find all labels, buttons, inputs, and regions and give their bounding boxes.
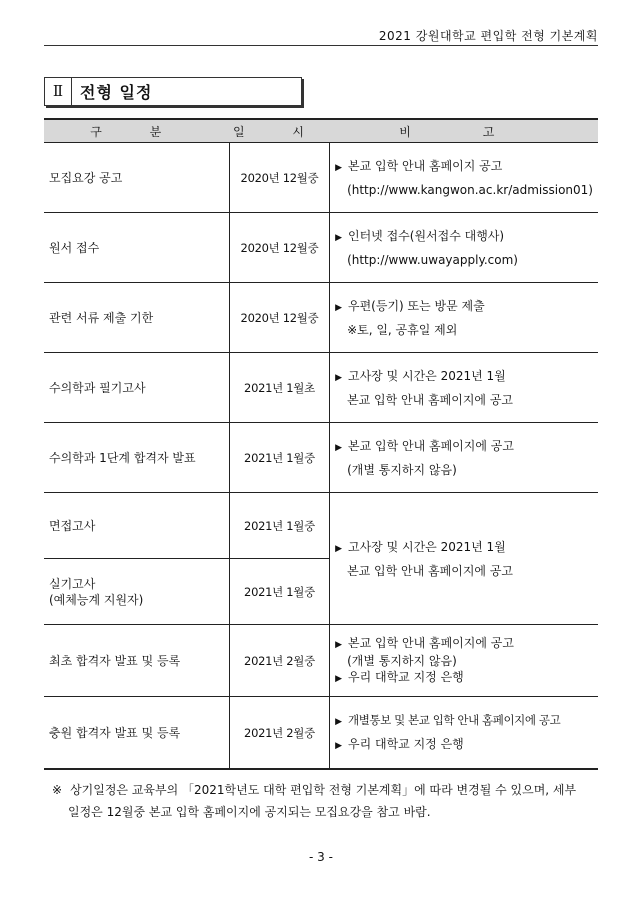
date-cell: 2021년 1월중 <box>229 493 329 559</box>
column-header-remarks: 비 고 <box>330 119 598 143</box>
stage-label: 수의학과 1단계 합격자 발표 <box>49 450 196 465</box>
date-cell: 2021년 2월중 <box>229 697 329 770</box>
table-row <box>44 697 598 770</box>
triangle-right-icon: ▶ <box>335 372 342 383</box>
section-heading <box>44 77 302 106</box>
table-row <box>44 423 598 493</box>
triangle-right-icon: ▶ <box>335 442 342 453</box>
note-text: 본교 입학 안내 홈페이지 공고 <box>347 158 503 173</box>
stage-label: 충원 합격자 발표 및 등록 <box>49 725 181 740</box>
triangle-right-icon: ▶ <box>335 543 342 554</box>
note-text: 우리 대학교 지정 은행 <box>347 669 464 684</box>
note-text: 고사장 및 시간은 2021년 1월 <box>347 368 506 383</box>
footnote-mark: ※ <box>52 783 63 797</box>
triangle-right-icon: ▶ <box>335 716 342 727</box>
triangle-right-icon: ▶ <box>335 232 342 243</box>
triangle-right-icon: ▶ <box>335 740 342 751</box>
date-cell: 2020년 12월중 <box>229 143 329 213</box>
column-header-date: 일 시 <box>229 119 329 143</box>
note-text: 본교 입학 안내 홈페이지에 공고 <box>347 635 514 650</box>
note-text: 인터넷 접수(원서접수 대행사) <box>347 228 505 243</box>
date-cell: 2020년 12월중 <box>229 283 329 353</box>
note-text: (개별 통지하지 않음) <box>347 462 457 477</box>
table-row <box>44 493 598 559</box>
triangle-right-icon: ▶ <box>335 162 342 173</box>
table-row <box>44 213 598 283</box>
note-text: 고사장 및 시간은 2021년 1월 <box>347 539 506 554</box>
stage-label: 최초 합격자 발표 및 등록 <box>49 653 181 668</box>
triangle-right-icon: ▶ <box>335 639 342 650</box>
triangle-right-icon: ▶ <box>335 673 342 684</box>
page-header-title: 2021 강원대학교 편입학 전형 기본계획 <box>378 29 598 43</box>
date-cell: 2020년 12월중 <box>229 213 329 283</box>
note-text: 본교 입학 안내 홈페이지에 공고 <box>347 563 514 578</box>
date-cell: 2021년 2월중 <box>229 625 329 697</box>
note-text: (http://www.kangwon.ac.kr/admission01) <box>347 182 593 197</box>
footnote-line-1: 상기일정은 교육부의 「2021학년도 대학 편입학 전형 기본계획」에 따라 변경될 수 있으며, 세부 <box>70 783 577 797</box>
section-number: Ⅱ <box>45 78 72 105</box>
stage-label: 원서 접수 <box>49 240 100 255</box>
note-text: (http://www.uwayapply.com) <box>347 252 518 267</box>
table-header-row <box>44 119 598 143</box>
page-number: - 3 - <box>309 850 333 864</box>
section-title: 전형 일정 <box>80 83 153 102</box>
merged-note-cell <box>330 493 598 625</box>
note-text: 우편(등기) 또는 방문 제출 <box>347 298 485 313</box>
stage-sublabel: (예체능계 지원자) <box>49 592 144 607</box>
stage-label: 모집요강 공고 <box>49 170 123 185</box>
footnote <box>52 779 598 823</box>
note-text: (개별 통지하지 않음) <box>347 653 457 668</box>
stage-label: 면접고사 <box>49 518 96 533</box>
footnote-line-2: 일정은 12월중 본교 입학 홈페이지에 공지되는 모집요강을 참고 바람. <box>68 805 431 819</box>
table-row <box>44 283 598 353</box>
note-text: 우리 대학교 지정 은행 <box>347 736 464 751</box>
note-text: 개별통보 및 본교 입학 안내 홈페이지에 공고 <box>347 712 561 727</box>
table-row <box>44 143 598 213</box>
schedule-table <box>44 118 598 770</box>
note-text: 본교 입학 안내 홈페이지에 공고 <box>347 392 514 407</box>
stage-label: 관련 서류 제출 기한 <box>49 310 154 325</box>
column-header-category: 구 분 <box>44 119 229 143</box>
date-cell: 2021년 1월중 <box>229 423 329 493</box>
table-row <box>44 625 598 697</box>
header-rule <box>44 45 598 46</box>
note-text: ※토, 일, 공휴일 제외 <box>347 322 458 337</box>
triangle-right-icon: ▶ <box>335 302 342 313</box>
date-cell: 2021년 1월중 <box>229 559 329 625</box>
table-row <box>44 353 598 423</box>
note-text: 본교 입학 안내 홈페이지에 공고 <box>347 438 514 453</box>
stage-label: 수의학과 필기고사 <box>49 380 146 395</box>
stage-label: 실기고사 <box>49 576 96 591</box>
date-cell: 2021년 1월초 <box>229 353 329 423</box>
